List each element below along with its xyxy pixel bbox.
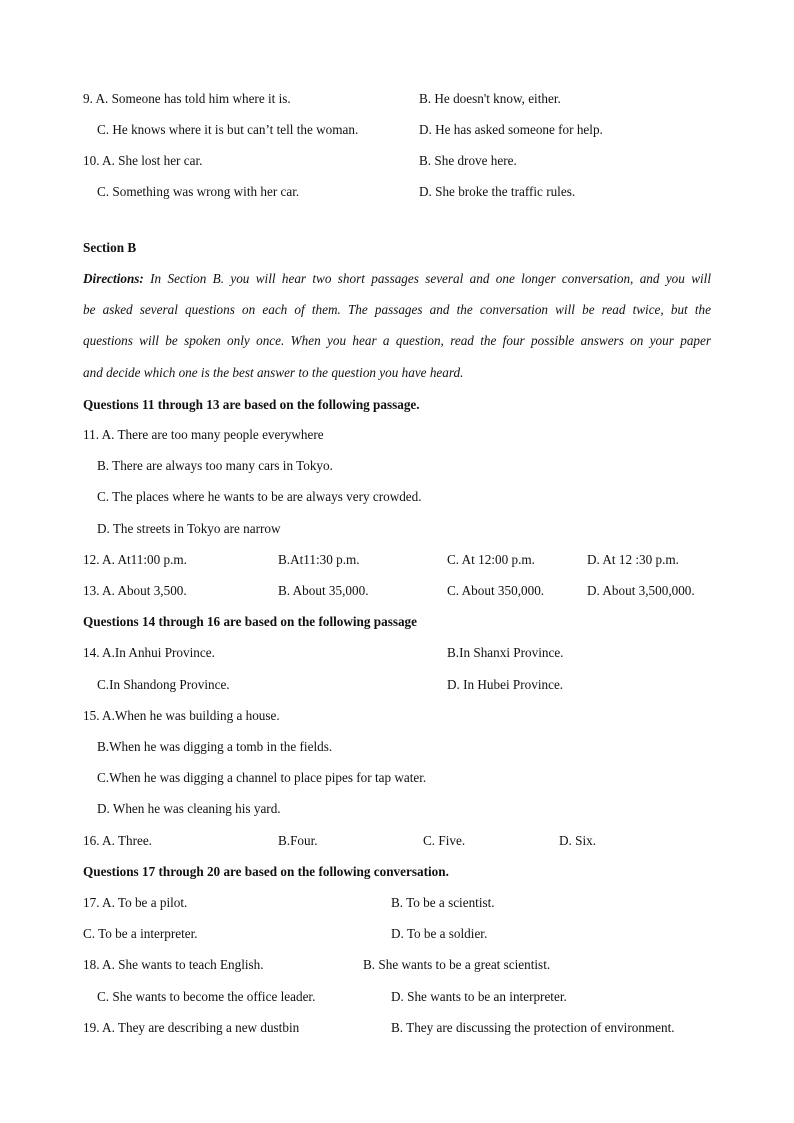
q12-option-c: C. At 12:00 p.m. (447, 552, 535, 567)
q10-option-d: D. She broke the traffic rules. (419, 184, 576, 199)
q18-option-a: 18. A. She wants to teach English. (83, 957, 264, 972)
q9-option-b: B. He doesn't know, either. (419, 91, 561, 106)
q11-option-c: C. The places where he wants to be are always very crowded. (97, 489, 422, 504)
q18-option-d: D. She wants to be an interpreter. (391, 989, 567, 1004)
q14-option-b: B.In Shanxi Province. (447, 645, 564, 660)
q16-option-d: D. Six. (559, 833, 597, 848)
q15-option-a: 15. A.When he was building a house. (83, 708, 280, 723)
q10-option-a: 10. A. She lost her car. (83, 153, 203, 168)
q18-option-b: B. She wants to be a great scientist. (363, 957, 551, 972)
q15-option-b: B.When he was digging a tomb in the fields. (97, 739, 333, 754)
q10-option-b: B. She drove here. (419, 153, 517, 168)
directions-line-2: be asked several questions on each of them. The passages and the conversation will be read twice, but the (83, 302, 711, 317)
section-title: Section B (83, 240, 137, 255)
q9-option-d: D. He has asked someone for help. (419, 122, 603, 137)
q14-option-c: C.In Shandong Province. (97, 677, 230, 692)
q15-option-c: C.When he was digging a channel to place pipes for tap water. (97, 770, 427, 785)
group-heading-11-13: Questions 11 through 13 are based on the following passage. (83, 397, 420, 412)
q16-option-c: C. Five. (423, 833, 466, 848)
q10-option-c: C. Something was wrong with her car. (97, 184, 300, 199)
q17-option-d: D. To be a soldier. (391, 926, 488, 941)
q9-option-c: C. He knows where it is but can’t tell the woman. (97, 122, 359, 137)
q17-option-b: B. To be a scientist. (391, 895, 495, 910)
q11-option-b: B. There are always too many cars in Tokyo. (97, 458, 333, 473)
directions-line-1 (83, 271, 711, 287)
directions-text-1: In Section B. you will hear two short passages several and one longer conversation, and you will (143, 271, 711, 286)
q11-option-d: D. The streets in Tokyo are narrow (97, 521, 281, 536)
q19-option-a: 19. A. They are describing a new dustbin (83, 1020, 300, 1035)
q12-option-d: D. At 12 :30 p.m. (587, 552, 679, 567)
q9-option-a: 9. A. Someone has told him where it is. (83, 91, 291, 106)
q19-option-b: B. They are discussing the protection of environment. (391, 1020, 675, 1035)
q11-option-a: 11. A. There are too many people everywhere (83, 427, 324, 442)
q13-option-c: C. About 350,000. (447, 583, 545, 598)
q13-option-b: B. About 35,000. (278, 583, 369, 598)
q13-option-a: 13. A. About 3,500. (83, 583, 187, 598)
q16-option-a: 16. A. Three. (83, 833, 152, 848)
q16-option-b: B.Four. (278, 833, 318, 848)
directions-line-4: and decide which one is the best answer to the question you have heard. (83, 365, 464, 380)
q12-option-b: B.At11:30 p.m. (278, 552, 360, 567)
q15-option-d: D. When he was cleaning his yard. (97, 801, 281, 816)
directions-label: Directions: (83, 271, 144, 286)
q18-option-c: C. She wants to become the office leader. (97, 989, 316, 1004)
q14-option-d: D. In Hubei Province. (447, 677, 564, 692)
directions-line-3: questions will be spoken only once. When you hear a question, read the four possible answers on your paper (83, 333, 711, 348)
q17-option-a: 17. A. To be a pilot. (83, 895, 188, 910)
group-heading-14-16: Questions 14 through 16 are based on the following passage (83, 614, 418, 629)
q13-option-d: D. About 3,500,000. (587, 583, 695, 598)
q14-option-a: 14. A.In Anhui Province. (83, 645, 215, 660)
group-heading-17-20: Questions 17 through 20 are based on the following conversation. (83, 864, 449, 879)
q17-option-c: C. To be a interpreter. (83, 926, 198, 941)
q12-option-a: 12. A. At11:00 p.m. (83, 552, 187, 567)
